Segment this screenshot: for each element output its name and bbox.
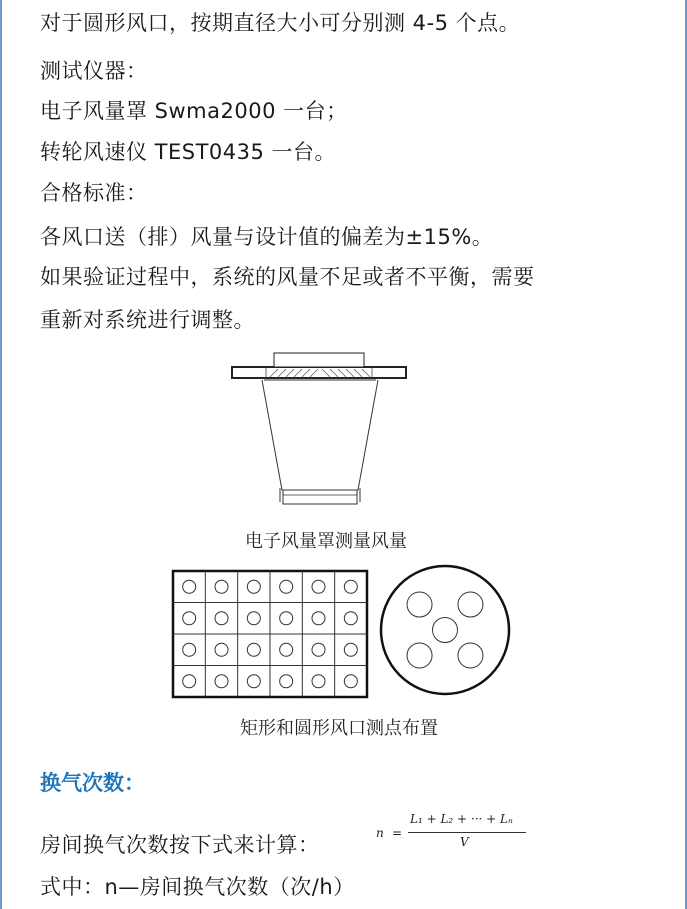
definition-line: 式中：n—房间换气次数（次/h） bbox=[40, 875, 355, 899]
grid-measurement-point bbox=[344, 643, 357, 656]
grid-measurement-point bbox=[247, 675, 260, 688]
paragraph-adjust-2: 重新对系统进行调整。 bbox=[40, 308, 255, 332]
grid-measurement-point bbox=[280, 612, 293, 625]
circular-outlet-points bbox=[378, 563, 512, 697]
paragraph-instruments-heading: 测试仪器： bbox=[40, 59, 148, 83]
paragraph-adjust-1: 如果验证过程中，系统的风量不足或者不平衡，需要 bbox=[40, 265, 535, 289]
air-change-formula bbox=[374, 812, 544, 862]
formula-equals: = bbox=[392, 826, 403, 840]
paragraph-criteria-heading: 合格标准： bbox=[40, 181, 148, 205]
grid-measurement-point bbox=[247, 612, 260, 625]
grid-measurement-point bbox=[312, 612, 325, 625]
grid-measurement-point bbox=[280, 580, 293, 593]
grid-measurement-point bbox=[344, 580, 357, 593]
formula-fraction-bar bbox=[408, 832, 526, 833]
formula-lhs: n bbox=[376, 826, 384, 840]
grid-measurement-point bbox=[344, 675, 357, 688]
circular-measurement-point bbox=[407, 643, 432, 668]
air-hood-illustration bbox=[230, 350, 410, 520]
grid-measurement-point bbox=[183, 643, 196, 656]
grid-measurement-point bbox=[280, 643, 293, 656]
grid-measurement-point bbox=[312, 580, 325, 593]
paragraph-instrument-1: 电子风量罩 Swma2000 一台； bbox=[40, 99, 348, 123]
grid-measurement-point bbox=[312, 675, 325, 688]
grid-measurement-point bbox=[215, 612, 228, 625]
circular-measurement-point bbox=[458, 643, 483, 668]
grid-measurement-point bbox=[183, 612, 196, 625]
circular-measurement-point bbox=[458, 592, 483, 617]
formula-denominator: V bbox=[460, 835, 469, 849]
paragraph-instrument-2: 转轮风速仪 TEST0435 一台。 bbox=[40, 140, 337, 164]
grid-measurement-point bbox=[215, 675, 228, 688]
rectangular-outlet-grid bbox=[172, 570, 368, 698]
grid-measurement-point bbox=[312, 643, 325, 656]
circular-measurement-point bbox=[407, 592, 432, 617]
grid-measurement-point bbox=[183, 675, 196, 688]
section-title: 换气次数： bbox=[40, 771, 145, 795]
paragraph-circular-outlet: 对于圆形风口，按期直径大小可分别测 4-5 个点。 bbox=[40, 11, 521, 35]
grid-measurement-point bbox=[280, 675, 293, 688]
grid-measurement-point bbox=[247, 580, 260, 593]
formula-numerator: L₁ + L₂ + ··· + Lₙ bbox=[410, 812, 513, 826]
circular-measurement-point bbox=[433, 618, 458, 643]
figure2-caption: 矩形和圆形风口测点布置 bbox=[240, 718, 438, 739]
paragraph-criteria: 各风口送（排）风量与设计值的偏差为±15%。 bbox=[40, 225, 494, 249]
grid-measurement-point bbox=[183, 580, 196, 593]
grid-measurement-point bbox=[344, 612, 357, 625]
figure1-caption: 电子风量罩测量风量 bbox=[245, 531, 407, 552]
formula-intro: 房间换气次数按下式来计算： bbox=[40, 833, 320, 857]
grid-measurement-point bbox=[215, 643, 228, 656]
grid-measurement-point bbox=[215, 580, 228, 593]
grid-measurement-point bbox=[247, 643, 260, 656]
